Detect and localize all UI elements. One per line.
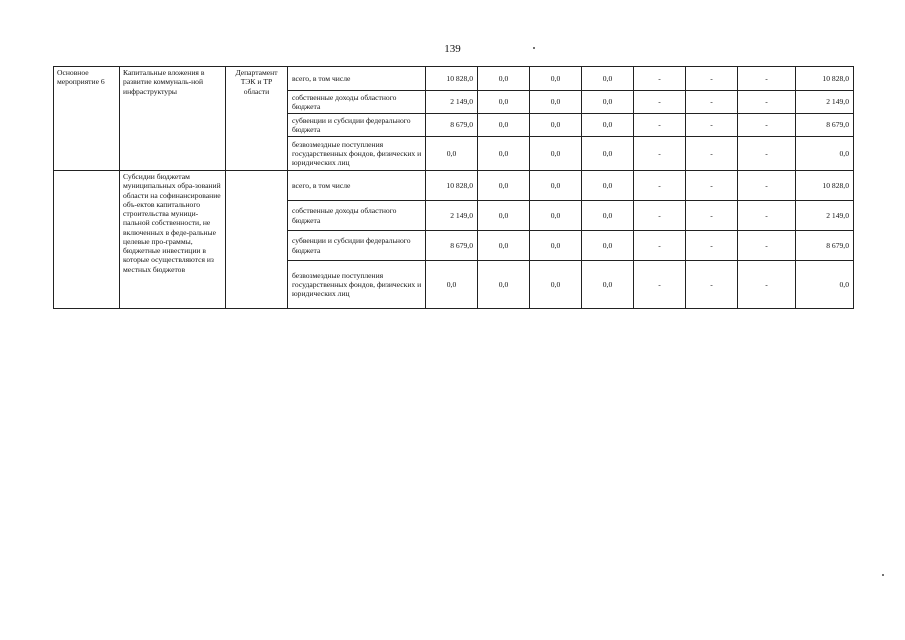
value-cell: 0,0	[478, 231, 530, 261]
value-cell: 0,0	[530, 137, 582, 171]
value-cell: -	[634, 114, 686, 137]
value-cell: 0,0	[582, 201, 634, 231]
value-cell: 0,0	[478, 67, 530, 91]
activity-cell	[54, 171, 120, 309]
value-cell: 0,0	[582, 261, 634, 309]
scan-speck	[882, 574, 884, 576]
value-cell: 0,0	[530, 91, 582, 114]
value-cell: 8 679,0	[426, 231, 478, 261]
total-cell: 0,0	[796, 261, 854, 309]
total-cell: 10 828,0	[796, 171, 854, 201]
value-cell: -	[686, 91, 738, 114]
value-cell: -	[738, 201, 796, 231]
value-cell: -	[634, 201, 686, 231]
value-cell: -	[738, 67, 796, 91]
value-cell: 0,0	[426, 137, 478, 171]
value-cell: -	[686, 171, 738, 201]
value-cell: -	[634, 261, 686, 309]
value-cell: 2 149,0	[426, 91, 478, 114]
table-row	[54, 67, 854, 91]
value-cell: 0,0	[582, 137, 634, 171]
value-cell: 0,0	[478, 91, 530, 114]
value-cell: -	[738, 261, 796, 309]
value-cell: 0,0	[478, 261, 530, 309]
budget-table	[53, 66, 854, 309]
page-number: 139	[444, 43, 461, 55]
value-cell: -	[634, 91, 686, 114]
value-cell: -	[686, 137, 738, 171]
value-cell: -	[738, 171, 796, 201]
value-cell: -	[686, 201, 738, 231]
activity-cell: Основное мероприятие 6	[54, 67, 120, 171]
value-cell: -	[738, 231, 796, 261]
funding-source-cell: безвозмездные поступления государственных фондов, физических и юридических лиц	[288, 137, 426, 171]
table-row	[54, 171, 854, 201]
value-cell: 10 828,0	[426, 171, 478, 201]
value-cell: -	[634, 231, 686, 261]
value-cell: -	[686, 261, 738, 309]
funding-source-cell: безвозмездные поступления государственных фондов, физических и юридических лиц	[288, 261, 426, 309]
value-cell: 0,0	[478, 201, 530, 231]
value-cell: -	[738, 114, 796, 137]
funding-source-cell: собственные доходы областного бюджета	[288, 201, 426, 231]
value-cell: 0,0	[530, 231, 582, 261]
value-cell: 0,0	[530, 67, 582, 91]
executor-cell	[226, 171, 288, 309]
value-cell: 0,0	[478, 137, 530, 171]
value-cell: -	[634, 137, 686, 171]
value-cell: 8 679,0	[426, 114, 478, 137]
value-cell: 2 149,0	[426, 201, 478, 231]
funding-source-cell: субвенции и субсидии федерального бюджета	[288, 231, 426, 261]
funding-source-cell: всего, в том числе	[288, 67, 426, 91]
value-cell: 0,0	[582, 231, 634, 261]
description-cell: Субсидии бюджетам муниципальных обра-зований области на софинансирование объ-ектов капитального строительства муници-пальной собственности, не включенных в феде-ральные целевые про-граммы, бюджетные инвестиции в которые осуществляются из местных бюджетов	[120, 171, 226, 309]
funding-source-cell: всего, в том числе	[288, 171, 426, 201]
total-cell: 10 828,0	[796, 67, 854, 91]
value-cell: 0,0	[582, 91, 634, 114]
description-cell: Капитальные вложения в развитие коммуналь-ной инфраструктуры	[120, 67, 226, 171]
value-cell: 0,0	[582, 114, 634, 137]
total-cell: 0,0	[796, 137, 854, 171]
scan-speck	[533, 47, 535, 49]
value-cell: -	[686, 231, 738, 261]
total-cell: 2 149,0	[796, 91, 854, 114]
total-cell: 8 679,0	[796, 231, 854, 261]
total-cell: 8 679,0	[796, 114, 854, 137]
value-cell: 0,0	[530, 171, 582, 201]
value-cell: 0,0	[530, 261, 582, 309]
total-cell: 2 149,0	[796, 201, 854, 231]
value-cell: -	[686, 67, 738, 91]
value-cell: -	[686, 114, 738, 137]
value-cell: 0,0	[530, 114, 582, 137]
value-cell: -	[634, 67, 686, 91]
value-cell: 0,0	[478, 114, 530, 137]
funding-source-cell: субвенции и субсидии федерального бюджета	[288, 114, 426, 137]
value-cell: 0,0	[582, 171, 634, 201]
value-cell: -	[634, 171, 686, 201]
value-cell: -	[738, 137, 796, 171]
value-cell: 0,0	[426, 261, 478, 309]
value-cell: -	[738, 91, 796, 114]
executor-cell: Департамент ТЭК и ТР области	[226, 67, 288, 171]
value-cell: 0,0	[582, 67, 634, 91]
value-cell: 0,0	[530, 201, 582, 231]
funding-source-cell: собственные доходы областного бюджета	[288, 91, 426, 114]
value-cell: 10 828,0	[426, 67, 478, 91]
value-cell: 0,0	[478, 171, 530, 201]
